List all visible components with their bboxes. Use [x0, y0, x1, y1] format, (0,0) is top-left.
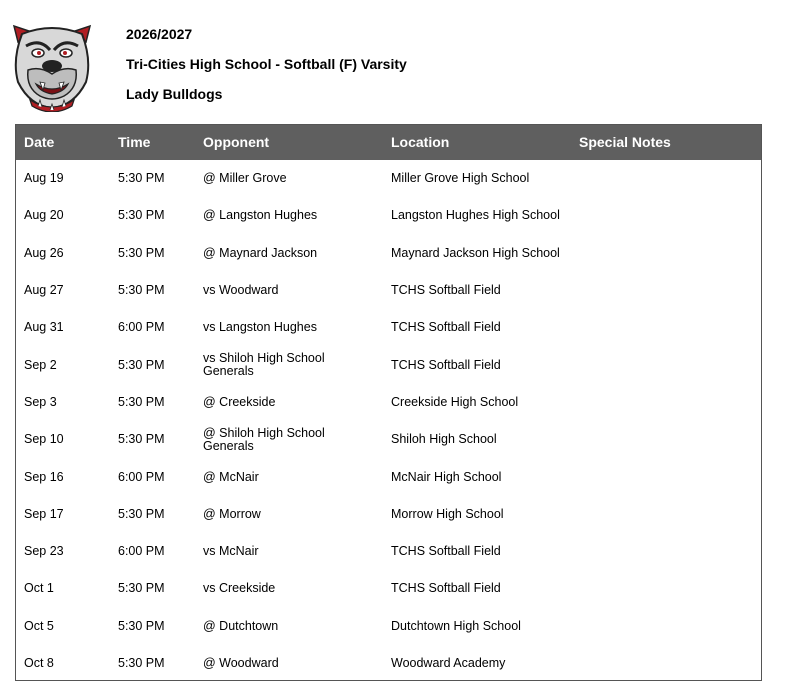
table-row	[16, 570, 761, 607]
table-row	[16, 458, 761, 495]
season-title: 2026/2027	[126, 26, 193, 42]
header-titles	[126, 27, 407, 117]
row-opponent: @ Langston Hughes	[203, 208, 318, 223]
row-opponent: @ Morrow	[203, 506, 261, 521]
row-location: Creekside High School	[391, 394, 519, 409]
row-opponent: @ Maynard Jackson	[203, 245, 318, 260]
column-header-special-notes: Special Notes	[579, 134, 671, 150]
row-date: Sep 2	[24, 357, 57, 372]
table-row	[16, 608, 761, 645]
row-opponent: vs Shiloh High School Generals	[203, 351, 325, 379]
row-date: Aug 19	[24, 171, 64, 186]
row-date: Sep 17	[24, 506, 64, 521]
column-header-location: Location	[391, 134, 450, 150]
row-opponent: @ Woodward	[203, 656, 279, 670]
row-location: Woodward Academy	[391, 656, 506, 670]
row-time: 5:30 PM	[118, 208, 165, 223]
table-row	[16, 197, 761, 234]
row-time: 5:30 PM	[118, 245, 165, 260]
row-opponent: @ Shiloh High School Generals	[203, 425, 325, 453]
row-opponent: vs Langston Hughes	[203, 320, 317, 335]
table-row	[16, 309, 761, 346]
row-opponent: @ Dutchtown	[203, 618, 279, 633]
row-time: 5:30 PM	[118, 394, 165, 409]
row-date: Oct 5	[24, 618, 54, 633]
row-opponent: vs McNair	[203, 544, 259, 559]
row-time: 5:30 PM	[118, 283, 165, 298]
row-date: Sep 16	[24, 469, 64, 484]
row-date: Sep 10	[24, 432, 64, 447]
schedule-table	[15, 124, 762, 681]
row-location: TCHS Softball Field	[391, 544, 501, 559]
row-date: Aug 20	[24, 208, 64, 223]
row-date: Sep 3	[24, 394, 57, 409]
row-time: 6:00 PM	[118, 544, 165, 559]
row-time: 5:30 PM	[118, 357, 165, 372]
row-location: TCHS Softball Field	[391, 357, 501, 372]
row-opponent: @ McNair	[203, 469, 259, 484]
row-opponent: @ Miller Grove	[203, 171, 287, 186]
column-header-time: Time	[118, 134, 151, 150]
column-header-opponent: Opponent	[203, 134, 270, 150]
team-title: Tri-Cities High School - Softball (F) Varsity	[126, 56, 407, 72]
row-opponent: vs Creekside	[203, 581, 276, 596]
row-location: Miller Grove High School	[391, 171, 530, 186]
table-row	[16, 533, 761, 570]
row-location: TCHS Softball Field	[391, 320, 501, 335]
bulldog-mascot-icon	[12, 20, 92, 112]
row-location: McNair High School	[391, 469, 502, 484]
table-row	[16, 384, 761, 421]
row-location: Maynard Jackson High School	[391, 245, 560, 260]
row-location: TCHS Softball Field	[391, 283, 501, 298]
row-time: 5:30 PM	[118, 171, 165, 186]
row-date: Aug 31	[24, 320, 64, 335]
row-opponent: vs Woodward	[203, 283, 279, 298]
row-location: Shiloh High School	[391, 432, 497, 447]
row-location: Morrow High School	[391, 506, 504, 521]
table-row	[16, 421, 761, 458]
table-row	[16, 645, 761, 682]
row-time: 5:30 PM	[118, 618, 165, 633]
row-time: 5:30 PM	[118, 506, 165, 521]
table-row	[16, 496, 761, 533]
row-location: Dutchtown High School	[391, 618, 521, 633]
row-time: 6:00 PM	[118, 320, 165, 335]
column-header-date: Date	[24, 134, 55, 150]
row-location: Langston Hughes High School	[391, 208, 560, 223]
table-row	[16, 160, 761, 197]
page-header	[0, 0, 789, 120]
row-date: Sep 23	[24, 544, 64, 559]
table-body	[16, 160, 761, 682]
table-row	[16, 272, 761, 309]
row-location: TCHS Softball Field	[391, 581, 501, 596]
row-date: Oct 8	[24, 656, 54, 670]
table-row	[16, 346, 761, 383]
row-date: Aug 26	[24, 245, 64, 260]
row-time: 5:30 PM	[118, 656, 165, 670]
table-header	[16, 125, 761, 160]
row-time: 5:30 PM	[118, 432, 165, 447]
row-opponent: @ Creekside	[203, 394, 276, 409]
row-time: 6:00 PM	[118, 469, 165, 484]
row-date: Aug 27	[24, 283, 64, 298]
table-row	[16, 235, 761, 272]
row-date: Oct 1	[24, 581, 54, 596]
row-time: 5:30 PM	[118, 581, 165, 596]
team-nickname: Lady Bulldogs	[126, 86, 223, 102]
